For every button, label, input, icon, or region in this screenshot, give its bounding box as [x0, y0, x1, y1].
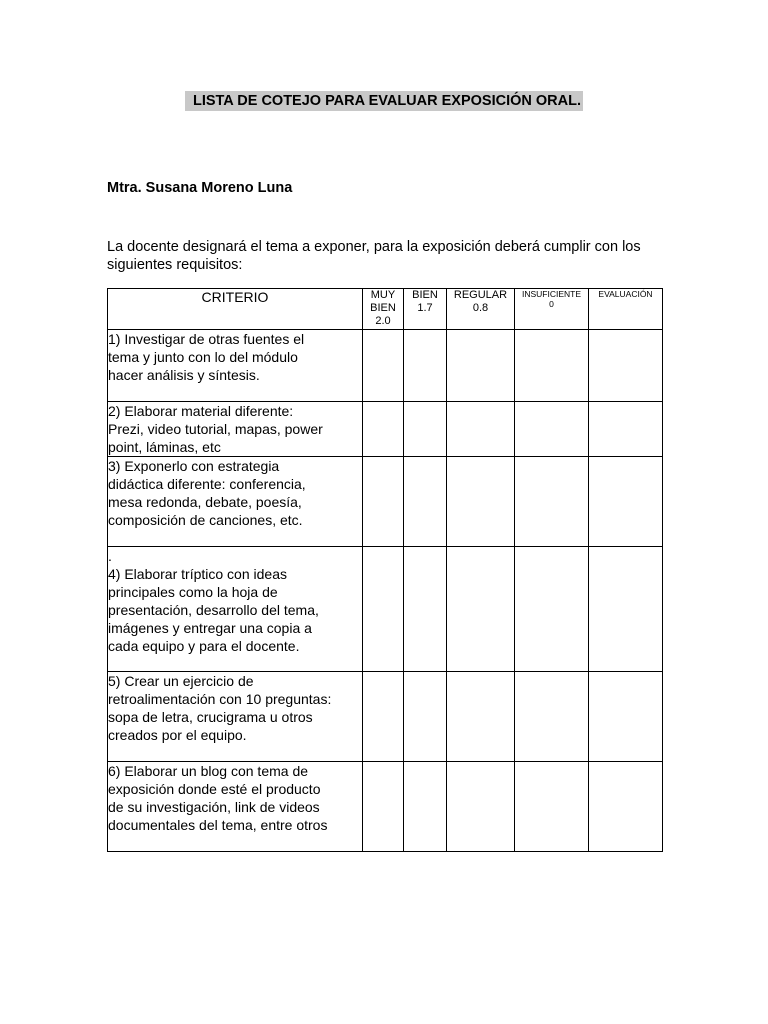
score-cell-insuficiente[interactable]	[515, 547, 589, 672]
header-regular	[447, 289, 515, 330]
header-bien	[404, 289, 447, 330]
header-insuficiente-label: INSUFICIENTE	[521, 289, 582, 299]
criterion-text: tema y junto con lo del módulo	[108, 349, 298, 365]
criterion-text: 2) Elaborar material diferente:	[108, 403, 294, 419]
score-cell-bien[interactable]	[404, 330, 447, 402]
header-criterio: CRITERIO	[108, 289, 363, 330]
header-bien-score: 1.7	[417, 302, 433, 314]
score-cell-regular[interactable]	[447, 402, 515, 457]
title-container	[0, 91, 768, 111]
criterion-text: 6) Elaborar un blog con tema de	[108, 763, 309, 779]
criterion-text: 3) Exponerlo con estrategia	[108, 458, 280, 474]
table-row	[108, 330, 663, 402]
score-cell-evaluacion[interactable]	[589, 672, 663, 762]
score-cell-muy-bien[interactable]	[363, 457, 404, 547]
criterion-text: exposición donde esté el producto	[108, 781, 321, 797]
criterion-text: principales como la hoja de	[108, 584, 278, 600]
score-cell-regular[interactable]	[447, 672, 515, 762]
header-insuficiente	[515, 289, 589, 330]
header-muy-bien-line: BIEN	[370, 302, 396, 314]
table-row	[108, 762, 663, 852]
score-cell-regular[interactable]	[447, 330, 515, 402]
score-cell-evaluacion[interactable]	[589, 762, 663, 852]
score-cell-bien[interactable]	[404, 457, 447, 547]
criterion-text: composición de canciones, etc.	[108, 512, 303, 528]
header-insuficiente-score: 0	[549, 299, 554, 309]
score-cell-evaluacion[interactable]	[589, 402, 663, 457]
table-row	[108, 457, 663, 547]
teacher-name: Mtra. Susana Moreno Luna	[107, 180, 293, 196]
header-regular-score: 0.8	[472, 302, 489, 314]
score-cell-insuficiente[interactable]	[515, 402, 589, 457]
criterion-text: Prezi, video tutorial, mapas, power	[108, 421, 323, 437]
criterion-cell	[108, 762, 363, 852]
score-cell-muy-bien[interactable]	[363, 330, 404, 402]
score-cell-insuficiente[interactable]	[515, 330, 589, 402]
score-cell-muy-bien[interactable]	[363, 547, 404, 672]
header-muy-bien	[363, 289, 404, 330]
score-cell-bien[interactable]	[404, 547, 447, 672]
score-cell-bien[interactable]	[404, 762, 447, 852]
criterion-text: de su investigación, link de videos	[108, 799, 320, 815]
intro-paragraph: La docente designará el tema a exponer, para la exposición deberá cumplir con los siguientes requisitos:	[107, 239, 641, 273]
criterion-cell	[108, 672, 363, 762]
criterion-cell	[108, 547, 363, 672]
criterion-cell	[108, 330, 363, 402]
criterion-text: didáctica diferente: conferencia,	[108, 476, 306, 492]
score-cell-regular[interactable]	[447, 457, 515, 547]
score-cell-insuficiente[interactable]	[515, 762, 589, 852]
criterion-text: documentales del tema, entre otros	[108, 817, 328, 833]
score-cell-muy-bien[interactable]	[363, 762, 404, 852]
criterion-text: presentación, desarrollo del tema,	[108, 602, 319, 618]
criterion-text: creados por el equipo.	[108, 727, 247, 743]
criterion-text: 5) Crear un ejercicio de	[108, 673, 254, 689]
header-muy-bien-score: 2.0	[375, 315, 391, 327]
table-row	[108, 402, 663, 457]
header-regular-label: REGULAR	[453, 289, 508, 301]
criterion-text: retroalimentación con 10 preguntas:	[108, 691, 332, 707]
header-evaluacion: EVALUACIÓN	[589, 289, 663, 330]
score-cell-evaluacion[interactable]	[589, 457, 663, 547]
header-bien-label: BIEN	[412, 289, 438, 301]
score-cell-regular[interactable]	[447, 547, 515, 672]
table-row	[108, 672, 663, 762]
document-title: LISTA DE COTEJO PARA EVALUAR EXPOSICIÓN ORAL.	[185, 91, 583, 111]
score-cell-bien[interactable]	[404, 672, 447, 762]
criterion-text: 4) Elaborar tríptico con ideas	[108, 566, 287, 582]
header-row	[108, 289, 663, 330]
table-row	[108, 547, 663, 672]
criterion-text: hacer análisis y síntesis.	[108, 367, 260, 383]
score-cell-muy-bien[interactable]	[363, 672, 404, 762]
score-cell-insuficiente[interactable]	[515, 457, 589, 547]
criterion-text: cada equipo y para el docente.	[108, 638, 300, 654]
score-cell-regular[interactable]	[447, 762, 515, 852]
header-muy-bien-line: MUY	[370, 289, 396, 301]
criterion-text: point, láminas, etc	[108, 439, 221, 455]
criterion-text: imágenes y entregar una copia a	[108, 620, 312, 636]
criterion-text: mesa redonda, debate, poesía,	[108, 494, 302, 510]
score-cell-insuficiente[interactable]	[515, 672, 589, 762]
score-cell-muy-bien[interactable]	[363, 402, 404, 457]
score-cell-evaluacion[interactable]	[589, 547, 663, 672]
criterion-text: .	[108, 548, 112, 564]
criterion-text: sopa de letra, crucigrama u otros	[108, 709, 313, 725]
criterion-cell	[108, 457, 363, 547]
score-cell-evaluacion[interactable]	[589, 330, 663, 402]
checklist-table	[107, 288, 663, 852]
criterion-cell	[108, 402, 363, 457]
criterion-text: 1) Investigar de otras fuentes el	[108, 331, 305, 347]
score-cell-bien[interactable]	[404, 402, 447, 457]
